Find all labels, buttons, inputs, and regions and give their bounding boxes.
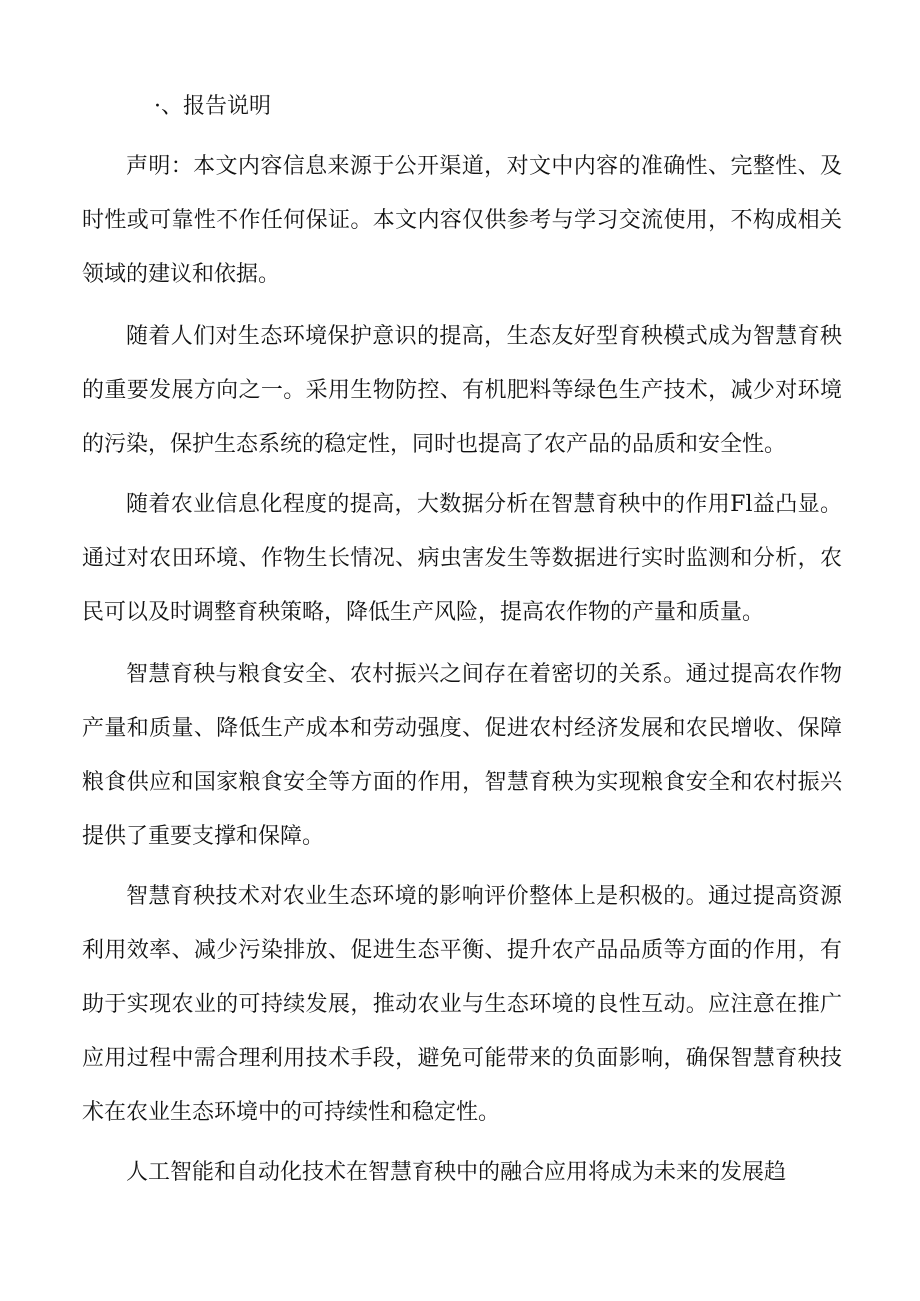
disclaimer-paragraph: 声明：本文内容信息来源于公开渠道，对文中内容的准确性、完整性、及时性或可靠性不作任何保证。本文内容仅供参考与学习交流使用，不构成相关领域的建议和依据。: [82, 154, 842, 287]
body-paragraph: 智慧育秧技术对农业生态环境的影响评价整体上是积极的。通过提高资源利用效率、减少污染排放、促进生态平衡、提升农产品品质等方面的作用，有助于实现农业的可持续发展，推动农业与生态环境的良性互动。应注意在推广应用过程中需合理利用技术手段，避免可能带来的负面影响，确保智慧育秧技术在农业生态环境中的可持续性和稳定性。: [82, 884, 842, 1125]
body-paragraph: 智慧育秧与粮食安全、农村振兴之间存在着密切的关系。通过提高农作物产量和质量、降低生产成本和劳动强度、促进农村经济发展和农民增收、保障粮食供应和国家粮食安全等方面的作用，智慧育秧为实现粮食安全和农村振兴提供了重要支撑和保障。: [82, 662, 842, 849]
body-paragraph: 随着人们对生态环境保护意识的提高，生态友好型育秧模式成为智慧育秧的重要发展方向之一。采用生物防控、有机肥料等绿色生产技术，减少对环境的污染，保护生态系统的稳定性，同时也提高了农产品的品质和安全性。: [82, 324, 842, 457]
body-paragraph: 人工智能和自动化技术在智慧育秧中的融合应用将成为未来的发展趋: [126, 1160, 787, 1185]
section-heading: ·、报告说明: [154, 94, 271, 119]
body-paragraph: 随着农业信息化程度的提高，大数据分析在智慧育秧中的作用Fl益凸显。通过对农田环境、作物生长情况、病虫害发生等数据进行实时监测和分析，农民可以及时调整育秧策略，降低生产风险，提高农作物的产量和质量。: [82, 492, 842, 625]
